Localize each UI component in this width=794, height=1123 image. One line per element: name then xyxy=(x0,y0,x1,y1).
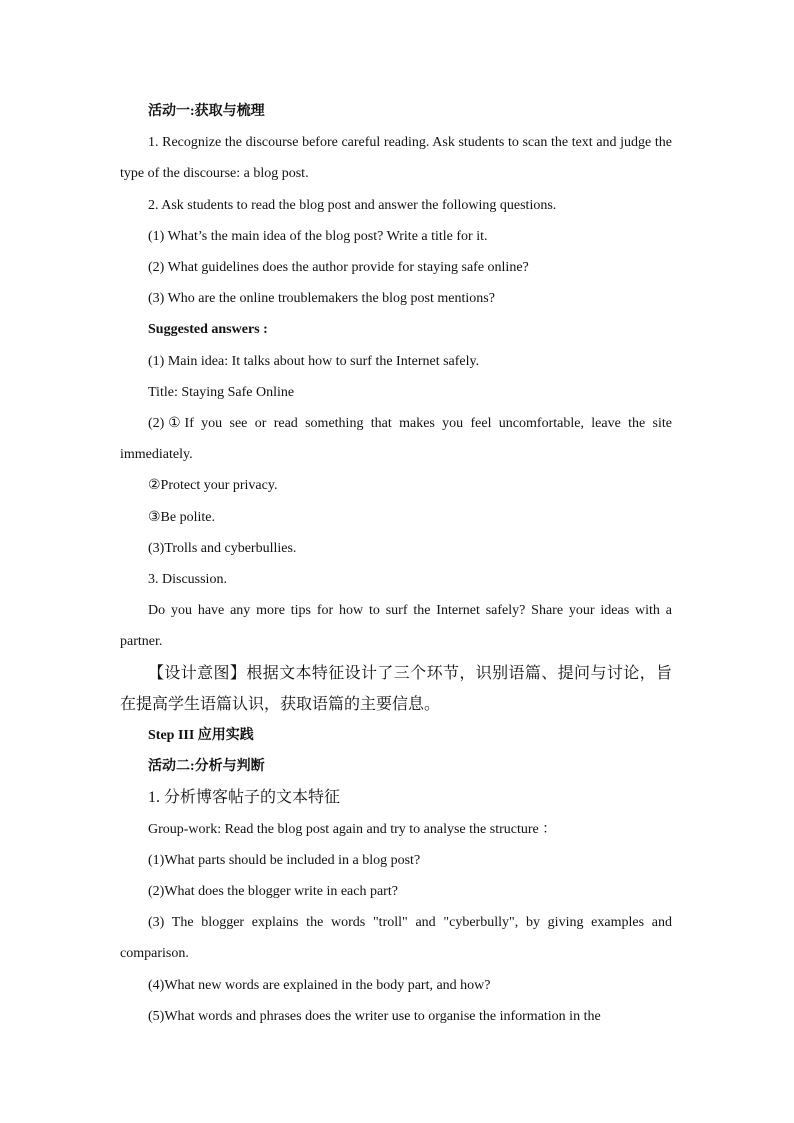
groupwork-paragraph: Group-work: Read the blog post again and try to analyse the structure ： xyxy=(148,821,557,837)
suggested-answers-heading: Suggested answers : xyxy=(148,322,268,338)
analysis-title: 1. 分析博客帖子的文本特征 xyxy=(148,789,341,807)
discussion-paragraph: Do you have any more tips for how to surf the Internet safely? Share your ideas with a partner. xyxy=(120,603,672,650)
answer-2-part-2: ②Protect your privacy. xyxy=(148,478,278,494)
question-2: (2) What guidelines does the author provide for staying safe online? xyxy=(148,260,529,276)
design-intent-paragraph: 【设计意图】根据文本特征设计了三个环节，识别语篇、提问与讨论，旨在提高学生语篇认识，获取语篇的主要信息。 xyxy=(120,664,672,713)
step3-heading: 3. Discussion. xyxy=(148,572,227,588)
step2-paragraph: 2. Ask students to read the blog post and answer the following questions. xyxy=(148,197,557,213)
step-iii-heading: Step III 应用实践 xyxy=(148,728,254,744)
answer-title: Title: Staying Safe Online xyxy=(148,384,295,400)
group-question-3: (3) The blogger explains the words "troll" and "cyberbully", by giving examples and comparison. xyxy=(120,915,672,962)
answer-2-part-1: (2)①If you see or read something that makes you feel uncomfortable, leave the site immediately. xyxy=(120,416,672,463)
activity2-heading: 活动二:分析与判断 xyxy=(148,759,265,775)
activity1-heading: 活动一:获取与梳理 xyxy=(148,104,265,119)
answer-2-part-3: ③Be polite. xyxy=(148,509,215,525)
document-body xyxy=(120,96,672,1032)
group-question-1: (1)What parts should be included in a blog post? xyxy=(148,852,421,868)
group-question-4: (4)What new words are explained in the body part, and how? xyxy=(148,977,491,993)
group-question-2: (2)What does the blogger write in each part? xyxy=(148,884,398,900)
answer-3: (3)Trolls and cyberbullies. xyxy=(148,540,297,556)
question-3: (3) Who are the online troublemakers the blog post mentions? xyxy=(148,291,495,307)
answer-1: (1) Main idea: It talks about how to surf the Internet safely. xyxy=(148,353,480,369)
step1-paragraph: 1. Recognize the discourse before careful reading. Ask students to scan the text and judge the type of the discourse: a blog post. xyxy=(120,135,672,182)
question-1: (1) What’s the main idea of the blog post? Write a title for it. xyxy=(148,228,488,244)
group-question-5: (5)What words and phrases does the writer use to organise the information in the xyxy=(148,1008,601,1024)
